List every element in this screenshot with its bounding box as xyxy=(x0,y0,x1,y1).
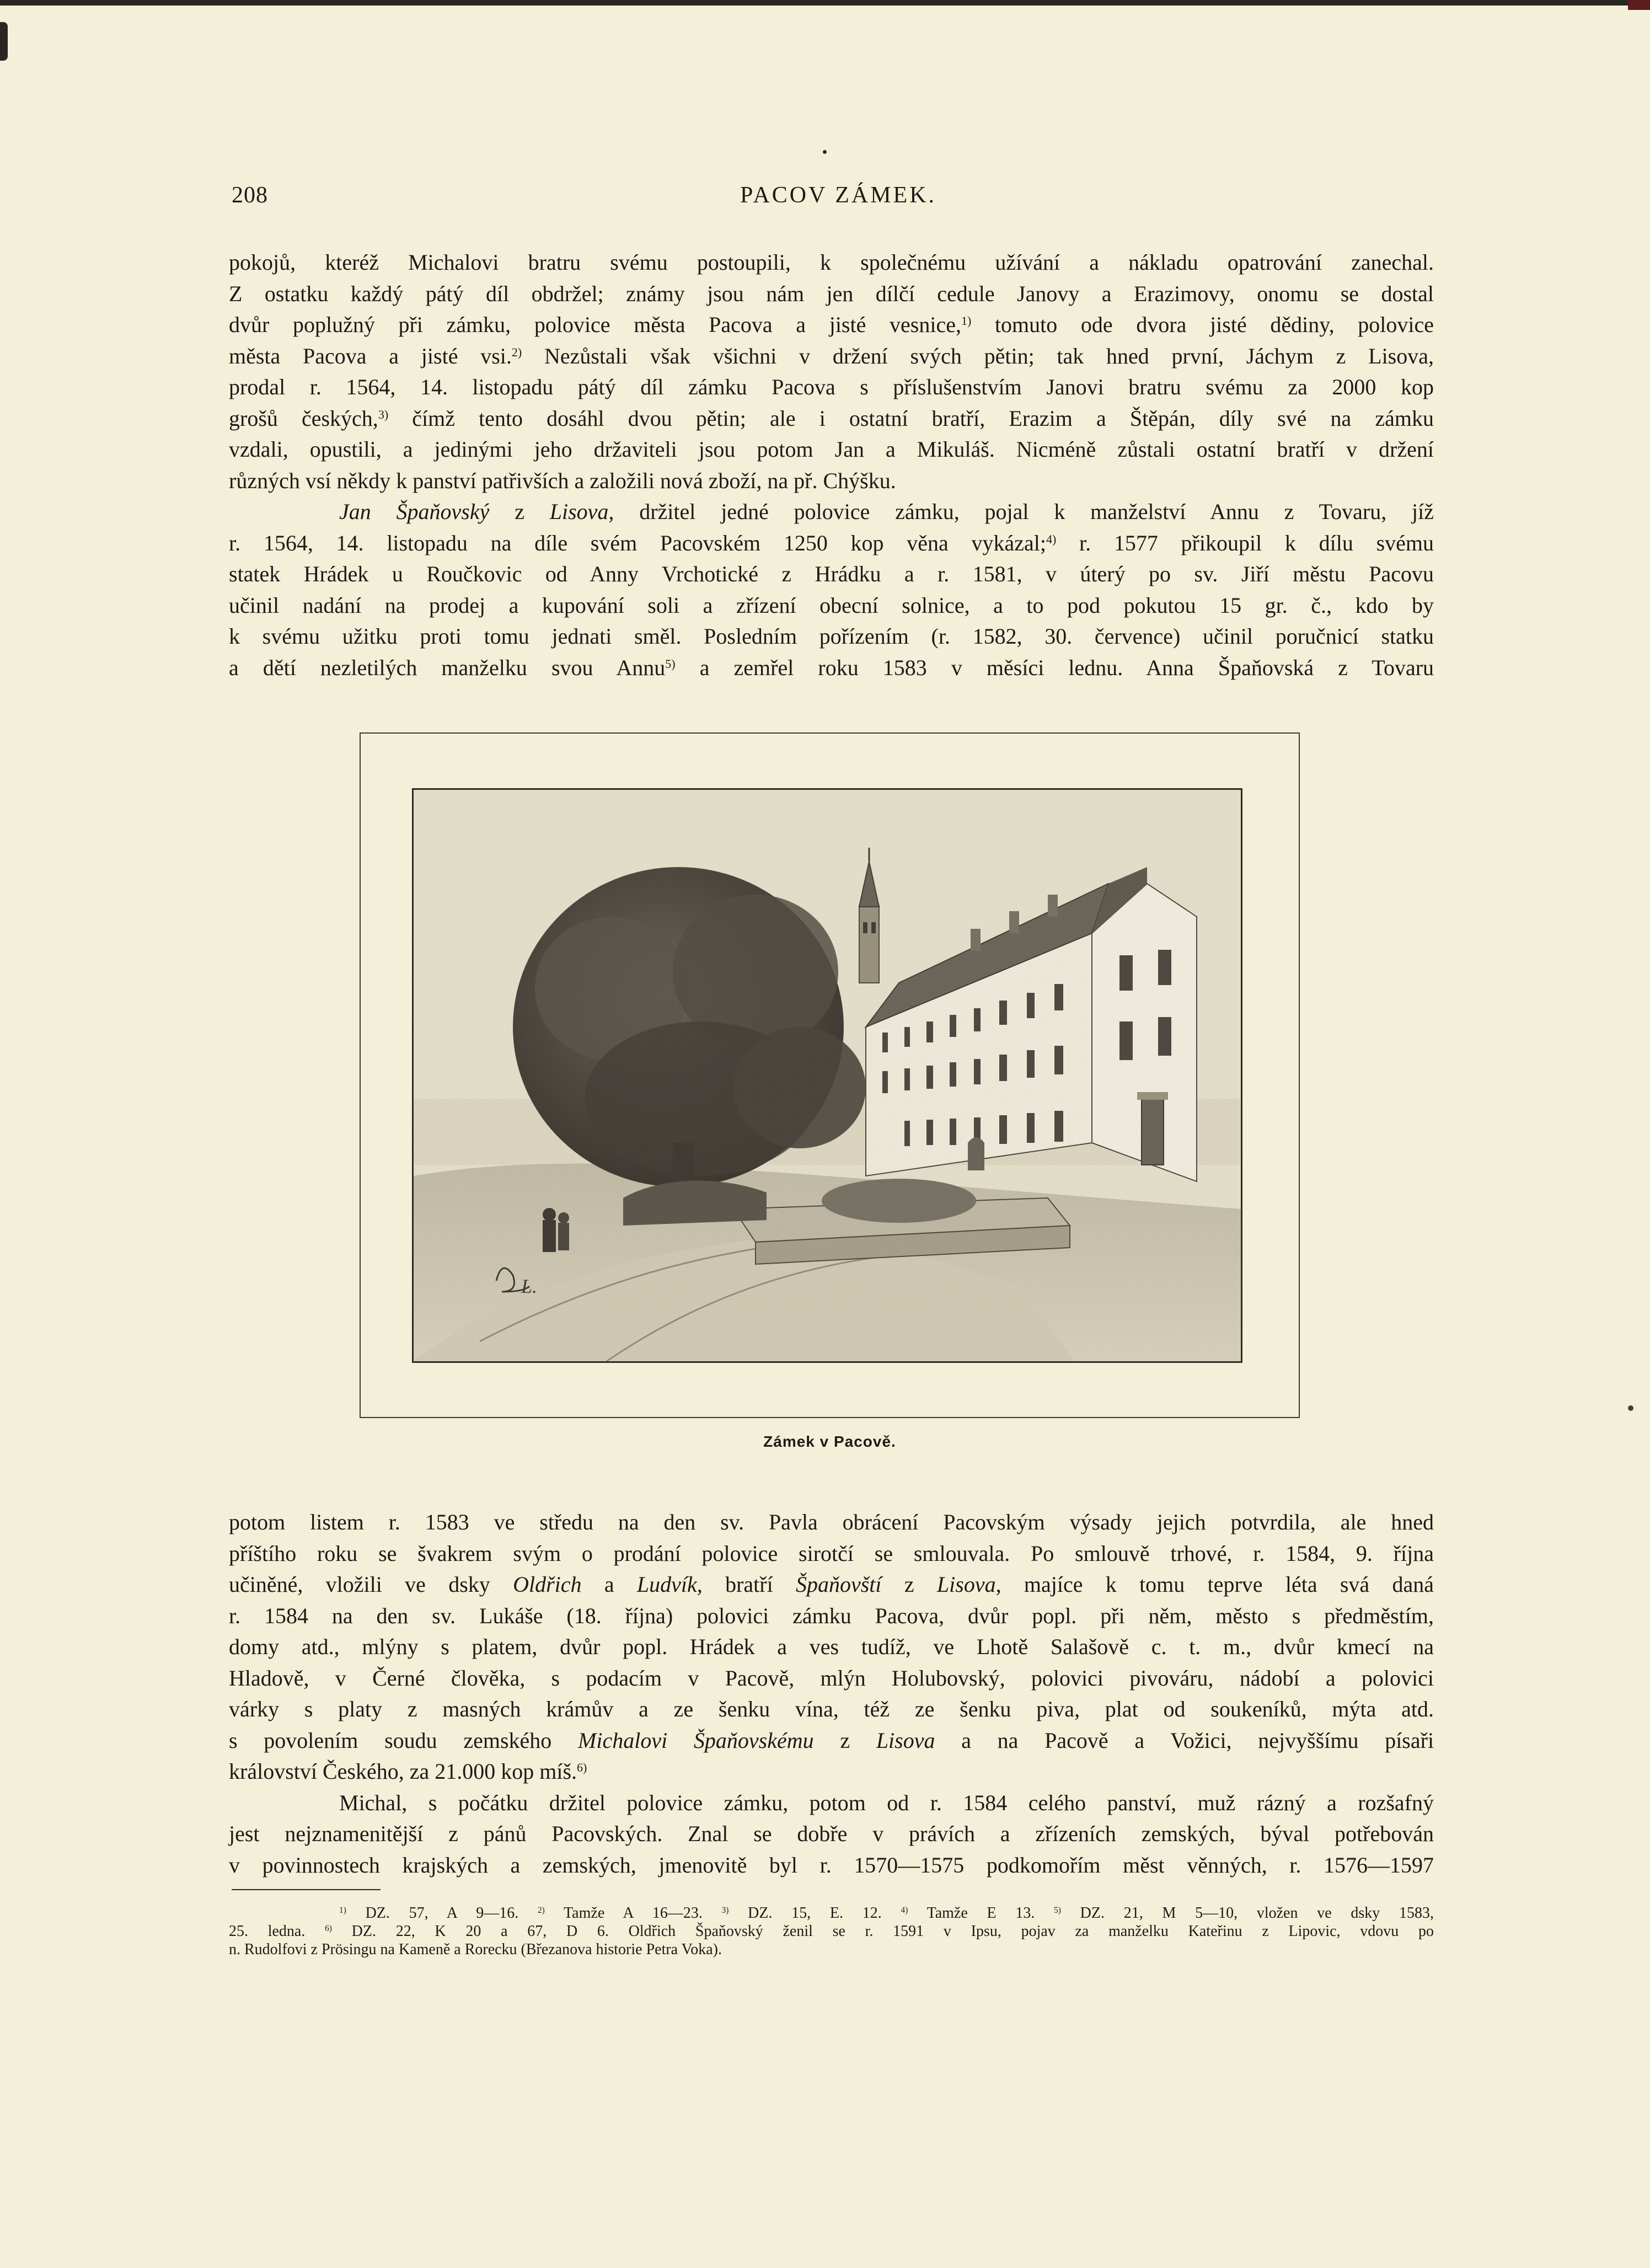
text-line: města Pacova a jisté vsi.$^{2)}$ Nezůstali však všichni v držení svých pětin; tak hned první, Jáchym z Lisova, xyxy=(229,343,1434,368)
body-text-bottom xyxy=(229,1507,1434,1881)
text-line: příštího roku se švakrem svým o prodání polovice sirotčí se smlouvala. Po smlouvě trhové, r. 1584, 9. října xyxy=(229,1540,1434,1566)
person-name: Oldřich xyxy=(513,1572,582,1597)
person-name: Ludvík, xyxy=(636,1572,703,1597)
figure-caption: Zámek v Pacově. xyxy=(763,1433,896,1450)
text-line: várky s platy z masných krámův a ze šenku vína, též ze šenku piva, plat od soukeníků, mýta atd. xyxy=(229,1697,1434,1721)
person-name: Jan Špaňovský xyxy=(339,499,490,524)
scan-binding-mark xyxy=(0,22,8,61)
text-line: r. 1564, 14. listopadu na díle svém Pacovském 1250 kop věna vykázal;$^{4)}$ r. 1577 přikoupil k dílu svému xyxy=(229,530,1434,555)
footnote-line: 25. ledna. $^{6)}$ DZ. 22, K 20 a 67, D 6. Oldřich Špaňovský ženil se r. 1591 v Ipsu, pojav za manželku Kateřinu z Lipovic, vdovu po xyxy=(229,1923,1434,1940)
footnote-line: n. Rudolfovi z Prösingu na Kameně a Rorecku (Březanova historie Petra Voka). xyxy=(229,1941,722,1958)
text-line: potom listem r. 1583 ve středu na den sv. Pavla obrácení Pacovským výsady jejich potvrdila, ale hned xyxy=(229,1510,1434,1534)
page-header xyxy=(232,182,1445,215)
footnotes xyxy=(229,1904,1434,1959)
place-name: Lisova xyxy=(876,1727,935,1753)
footnote-separator xyxy=(232,1889,381,1890)
castle-engraving xyxy=(412,788,1242,1363)
text-line: prodal r. 1564, 14. listopadu pátý díl zámku Pacova s příslušenstvím Janovi bratru svému za 2000 kop xyxy=(229,375,1434,399)
text-line: království Českého, za 21.000 kop míš.$^{6)}$ xyxy=(229,1759,587,1784)
ink-speck xyxy=(1628,1405,1633,1411)
text-line: s povolením soudu zemského Michalovi Špaňovskému z Lisova a na Pacově a Vožici, nejvyššímu písaři xyxy=(229,1727,1434,1753)
text-line: učiněné, vložili ve dsky Oldřich a Ludvík, bratří Špaňovští z Lisova, majíce k tomu teprve léta svá daná xyxy=(229,1572,1434,1597)
text-line: vzdali, opustili, a jedinými jeho državiteli jsou potom Jan a Mikuláš. Nicméně zůstali ostatní bratří v držení xyxy=(229,437,1434,462)
text-line: grošů českých,$^{3)}$ čímž tento dosáhl dvou pětin; ale i ostatní bratří, Erazim a Štěpán, díly své na zámku xyxy=(229,405,1434,431)
signature-text: L. xyxy=(521,1275,538,1297)
paragraph xyxy=(229,496,1434,683)
text-line: r. 1584 na den sv. Lukáše (18. října) polovici zámku Pacova, dvůr popl. při něm, město s předměstím, xyxy=(229,1603,1434,1628)
text-line: pokojů, kteréž Michalovi bratru svému postoupili, k společnému užívání a nákladu opatrování zanechal. xyxy=(229,250,1434,275)
text-line: dvůr poplužný při zámku, polovice města Pacova a jisté vesnice,$^{1)}$ tomuto ode dvora jisté dědiny, polovice xyxy=(229,312,1434,337)
text-line: Jan Špaňovský z Lisova, držitel jedné polovice zámku, pojal k manželství Annu z Tovaru, jíž xyxy=(339,499,1434,524)
text-line: domy atd., mlýny s platem, dvůr popl. Hrádek a ves tudíž, ve Lhotě Salašově c. t. m., dvůr kmecí na xyxy=(229,1634,1434,1659)
text-line: Z ostatku každý pátý díl obdržel; známy jsou nám jen dílčí cedule Janovy a Erazimovy, onomu se dostal xyxy=(229,281,1434,306)
running-title: PACOV ZÁMEK. xyxy=(740,183,937,208)
page-number: 208 xyxy=(232,183,268,208)
text-line: statek Hrádek u Roučkovic od Anny Vrchotické z Hrádku a r. 1581, v úterý po sv. Jiří městu Pacovu xyxy=(229,561,1434,586)
place-name: Lisova, xyxy=(936,1572,1001,1597)
family-name: Špaňovští xyxy=(795,1572,882,1597)
paragraph xyxy=(229,1788,1434,1881)
paragraph xyxy=(229,247,1434,496)
text-line: učinil nadání na prodej a kupování soli a zřízení obecní solnice, a to pod pokutou 15 gr. č., kdo by xyxy=(229,592,1434,618)
text-line: Michal, s počátku držitel polovice zámku, potom od r. 1584 celého panství, muž rázný a rozšafný xyxy=(339,1790,1434,1815)
place-name: Lisova, xyxy=(549,499,614,524)
text-line: k svému užitku proti tomu jednati směl. Posledním pořízením (r. 1582, 30. července) učinil poručnicí statku xyxy=(229,624,1434,649)
scan-top-edge xyxy=(0,0,1650,6)
text-line: v povinnostech krajských a zemských, jmenovitě byl r. 1570—1575 podkomořím měst věnných, r. 1576—1597 xyxy=(229,1852,1434,1877)
person-name: Michalovi Špaňovskému xyxy=(578,1727,814,1753)
body-text-top xyxy=(229,247,1434,683)
castle-illustration xyxy=(414,790,1241,1361)
text-line: různých vsí někdy k panství patřivších a založili nová zboží, na př. Chýšku. xyxy=(229,468,896,493)
text-line: a dětí nezletilých manželku svou Annu$^{5)}$ a zemřel roku 1583 v měsíci lednu. Anna Špaňovská z Tovaru xyxy=(229,655,1434,680)
footnote-line: $^{1)}$ DZ. 57, A 9—16. $^{2)}$ Tamže A 16—23. $^{3)}$ DZ. 15, E. 12. $^{4)}$ Tamže E 13. $^{5)}$ DZ. 21, M 5—10, vložen ve dsky 1583, xyxy=(339,1905,1434,1922)
text-line: jest nejznamenitější z pánů Pacovských. Znal se dobře v právích a zřízeních zemských, býval potřebován xyxy=(229,1821,1434,1846)
paragraph xyxy=(229,1507,1434,1788)
ink-speck xyxy=(823,150,827,154)
text-line: Hladově, v Černé člověka, s podacím v Pacově, mlýn Holubovský, polovici pivováru, nádobí a polovici xyxy=(229,1665,1434,1691)
scan-corner-mark xyxy=(1628,0,1650,10)
